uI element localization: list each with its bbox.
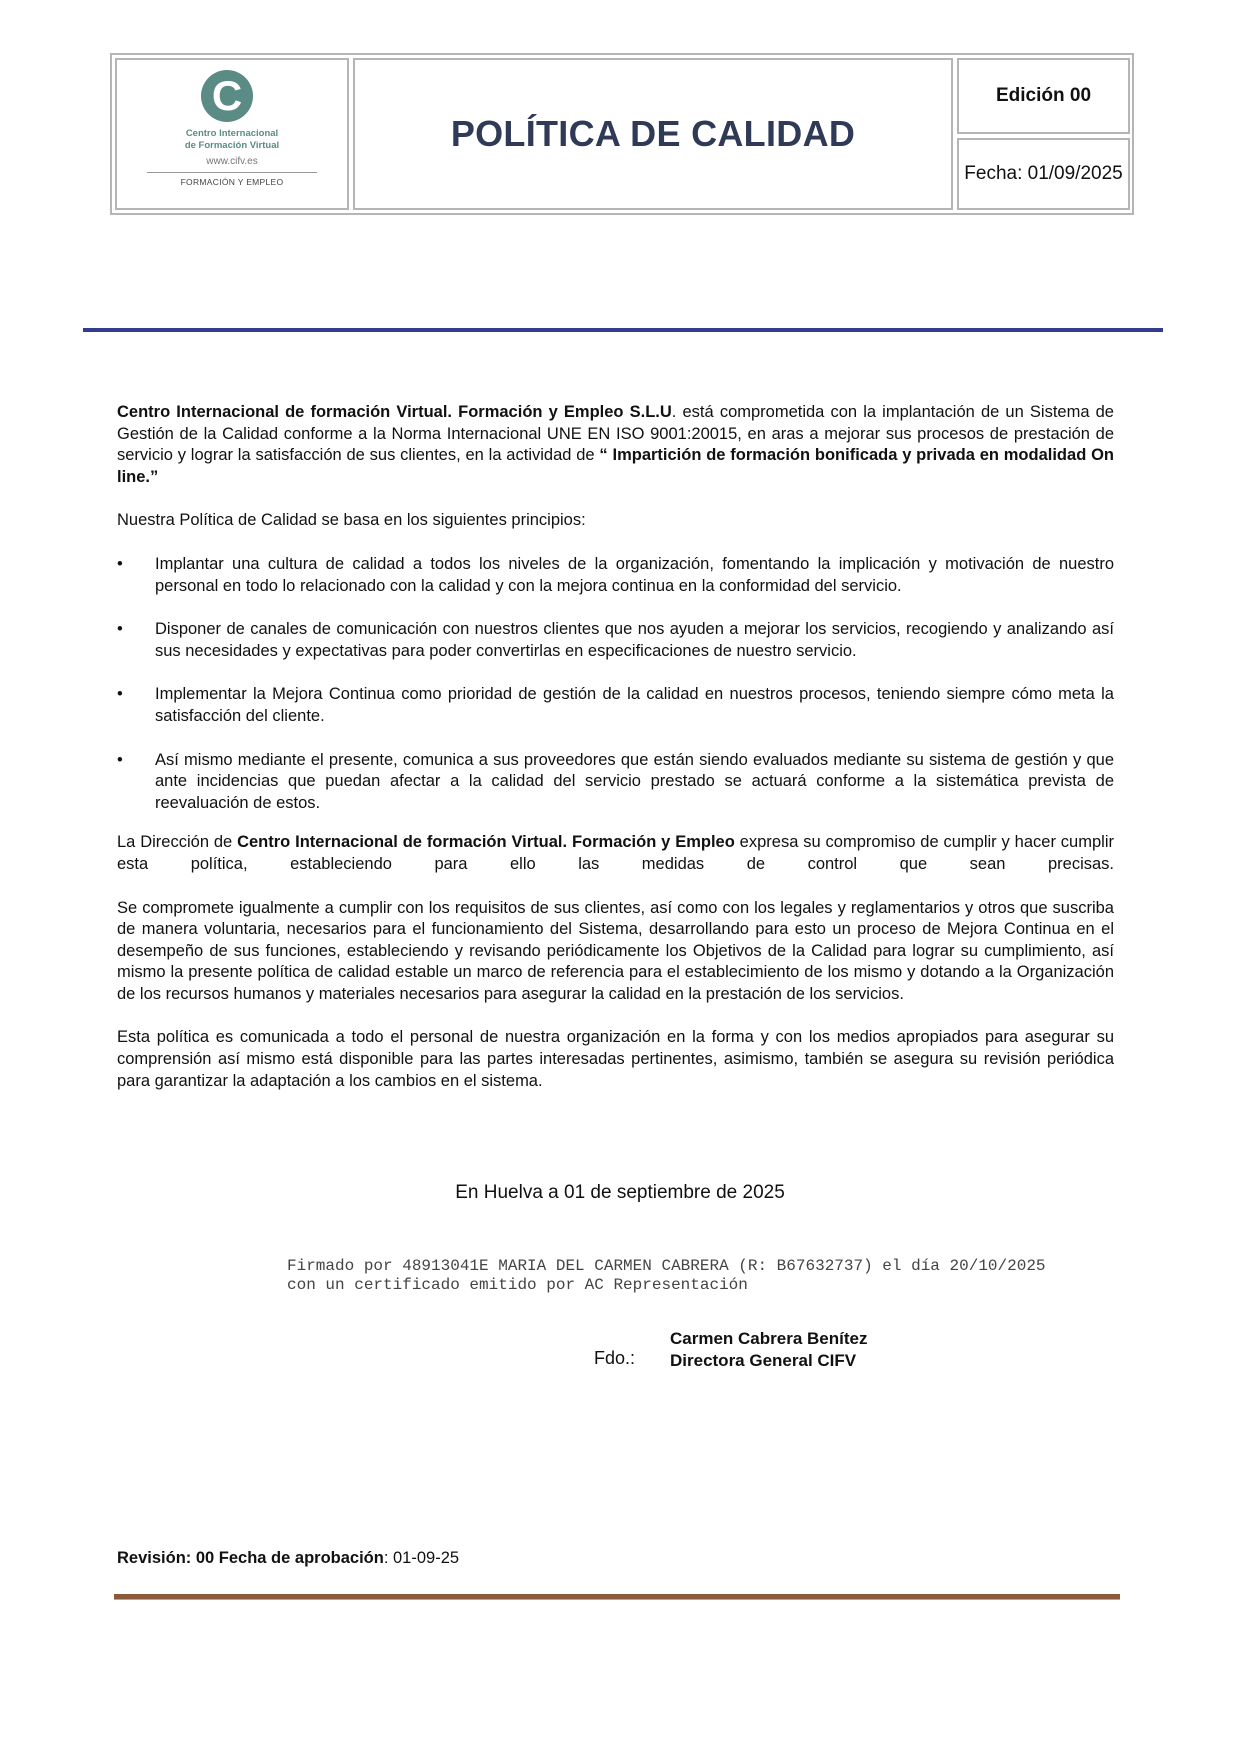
- direction-paragraph: [117, 832, 1114, 875]
- logo-tagline: FORMACIÓN Y EMPLEO: [180, 177, 284, 187]
- place-date: En Huelva a 01 de septiembre de 2025: [455, 1182, 785, 1203]
- logo-line1: Centro Internacional: [185, 128, 279, 139]
- header-divider: [83, 328, 1163, 332]
- logo-line2: de Formación Virtual: [184, 140, 280, 151]
- direction-post: expresa su compromiso de cumplir y hacer cumplir esta política, estableciendo para ello las medidas de control que sean precisas.: [117, 833, 1114, 873]
- direction-pre: La Dirección de: [117, 833, 238, 852]
- principle-item: • Disponer de canales de comunicación con nuestros clientes que nos ayuden a mejorar los servicios, recogiendo y analizando así sus necesidades y expectativas para poder convertirlas en especificaciones de nuestro servicio.: [117, 619, 1114, 662]
- principles-list: [117, 554, 1114, 814]
- date-label: Fecha: 01/09/2025: [964, 163, 1123, 184]
- title-cell: [353, 58, 953, 210]
- document-title: POLÍTICA DE CALIDAD: [450, 113, 856, 154]
- edition-cell: [957, 58, 1130, 134]
- edition-label: Edición 00: [995, 85, 1092, 106]
- footer-divider: [114, 1594, 1120, 1600]
- digital-signature-stamp: [287, 1257, 1187, 1295]
- principle-item: • Implementar la Mejora Continua como prioridad de gestión de la calidad en nuestros procesos, teniendo siempre cómo meta la satisfacción del cliente.: [117, 684, 1114, 727]
- date-cell: [957, 138, 1130, 210]
- logo-cell: [115, 58, 349, 210]
- communication-paragraph: Esta política es comunicada a todo el personal de nuestra organización en la forma y con los medios apropiados para asegurar su comprensión así mismo está disponible para las partes interesadas pertinentes, asimismo, también se asegura su revisión periódica para garantizar la adaptación a los cambios en el sistema.: [117, 1028, 1114, 1090]
- signer-title: Directora General CIFV: [670, 1351, 857, 1370]
- intro-activity: “ Impartición de formación bonificada y privada en modalidad On line.”: [117, 446, 1114, 486]
- logo-divider: [147, 172, 317, 173]
- intro-company: Centro Internacional de formación Virtual. Formación y Empleo S.L.U: [117, 403, 672, 421]
- intro-text: . está comprometida con la implantación de un Sistema de Gestión de la Calidad conforme a la Norma Internacional UNE EN ISO 9001:20015, en aras a mejorar sus procesos de prestación de servicio y lograr la satisfacción de sus clientes, en la actividad de: [117, 403, 1114, 465]
- signer-name: Carmen Cabrera Benítez: [670, 1329, 868, 1348]
- commitment-paragraph: Se compromete igualmente a cumplir con los requisitos de sus clientes, así como con los legales y reglamentarios y otros que suscriba de manera voluntaria, necesarios para el funcionamiento del Sistema, desarrollando para esto un proceso de Mejora Continua en el desempeño de sus funciones, estableciendo y revisando periódicamente los Objetivos de la Calidad para lograr su cumplimiento, así mismo la presente política de calidad estable un marco de referencia para el establecimiento de los mismo y dotando a la Organización de los recursos humanos y materiales necesarios para asegurar la calidad en la prestación de los servicios.: [117, 898, 1114, 1003]
- cert-line-1: Firmado por 48913041E MARIA DEL CARMEN CABRERA (R: B67632737) el día 20/10/2025: [287, 1257, 1046, 1275]
- header-table: [110, 53, 1134, 215]
- revision-footer: [117, 1549, 459, 1568]
- logo-c-icon: C: [201, 70, 253, 122]
- principles-intro: Nuestra Política de Calidad se basa en los siguientes principios:: [117, 511, 586, 530]
- revision-value: : 01-09-25: [383, 1549, 460, 1567]
- principle-item: • Así mismo mediante el presente, comunica a sus proveedores que están siendo evaluados mediante su sistema de gestión y que ante incidencias que puedan afectar a la calidad del servicio prestado se actuará conforme a la sistemática prevista de reevaluación de estos.: [117, 750, 1114, 815]
- revision-label: Revisión: 00 Fecha de aprobación: [117, 1549, 384, 1567]
- intro-paragraph: [117, 402, 1114, 488]
- cert-line-2: con un certificado emitido por AC Representación: [287, 1276, 748, 1294]
- policy-body: [117, 402, 1114, 1114]
- principle-item: • Implantar una cultura de calidad a todos los niveles de la organización, fomentando la implicación y motivación de nuestro personal en todo lo relacionado con la calidad y con la mejora continua en la conformidad del servicio.: [117, 554, 1114, 597]
- fdo-label: Fdo.:: [594, 1348, 636, 1368]
- signer-block: [670, 1328, 867, 1372]
- logo-url: www.cifv.es: [206, 156, 258, 167]
- direction-company: Centro Internacional de formación Virtual. Formación y Empleo: [237, 833, 735, 852]
